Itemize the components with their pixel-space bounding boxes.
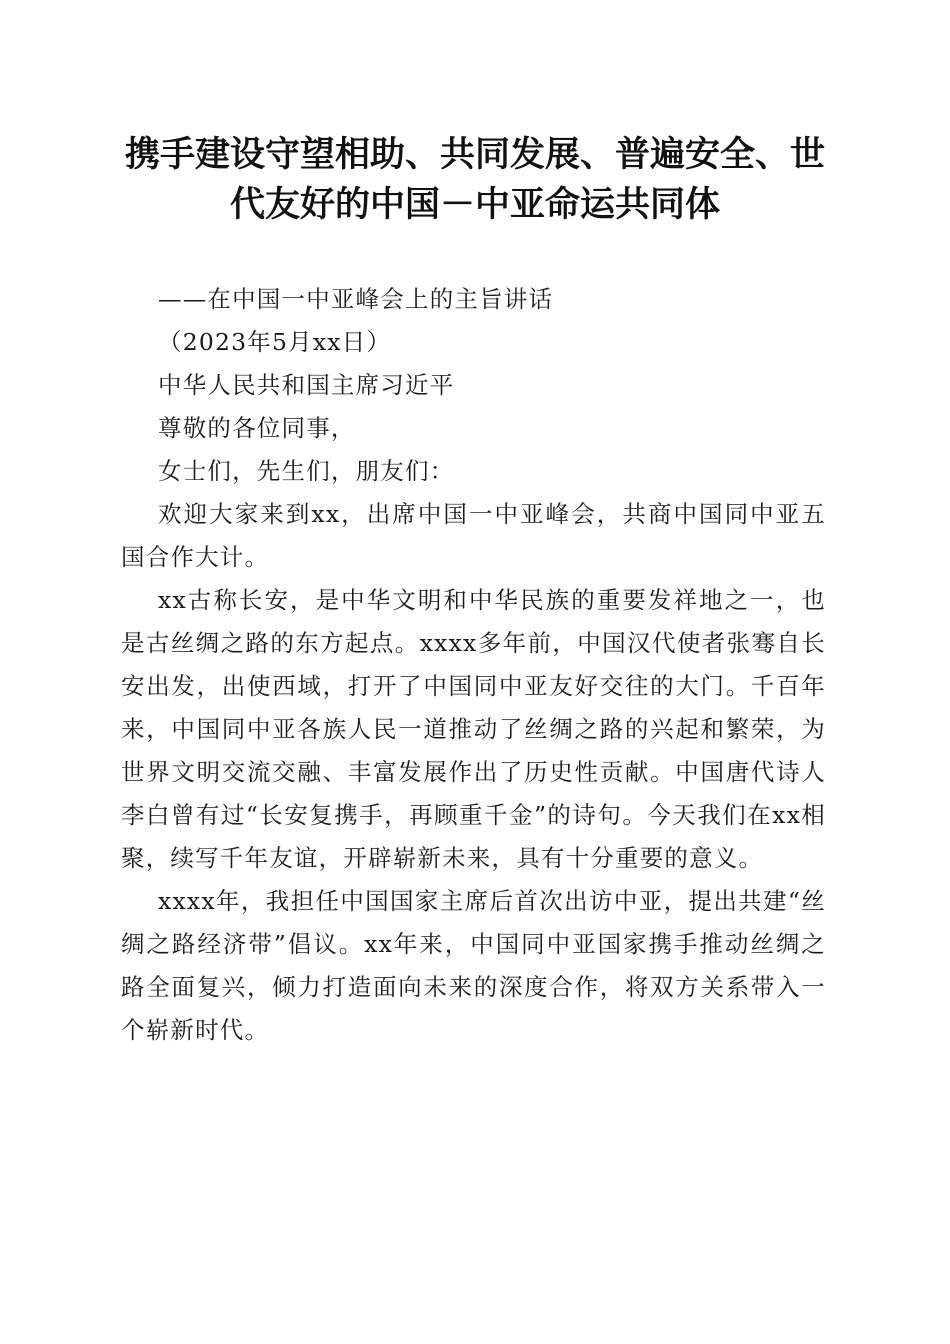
greeting-line: 女士们，先生们，朋友们： — [158, 457, 455, 485]
document-body — [121, 278, 826, 1052]
paragraph: 欢迎大家来到xx，出席中国一中亚峰会，共商中国同中亚五国合作大计。 — [121, 500, 826, 571]
speech-date: （2023年5月xx日） — [158, 328, 392, 356]
subtitle: ——在中国一中亚峰会上的主旨讲话 — [158, 285, 554, 313]
greeting-line: 尊敬的各位同事， — [158, 414, 356, 442]
document-title: 携手建设守望相助、共同发展、普遍安全、世代友好的中国－中亚命运共同体 — [124, 134, 825, 225]
paragraph: xxxx年，我担任中国国家主席后首次出访中亚，提出共建“丝绸之路经济带”倡议。xx年来，中国同中亚国家携手推动丝绸之路全面复兴，倾力打造面向未来的深度合作，将双方关系带入一个崭新时代。 — [121, 887, 826, 1044]
speaker-line: 中华人民共和国主席习近平 — [158, 371, 455, 399]
paragraph: xx古称长安，是中华文明和中华民族的重要发祥地之一，也是古丝绸之路的东方起点。xxxx多年前，中国汉代使者张骞自长安出发，出使西域，打开了中国同中亚友好交往的大门。千百年来，中国同中亚各族人民一道推动了丝绸之路的兴起和繁荣，为世界文明交流交融、丰富发展作出了历史性贡献。中国唐代诗人李白曾有过“长安复携手，再顾重千金”的诗句。今天我们在xx相聚，续写千年友谊，开辟崭新未来，具有十分重要的意义。 — [121, 586, 826, 872]
